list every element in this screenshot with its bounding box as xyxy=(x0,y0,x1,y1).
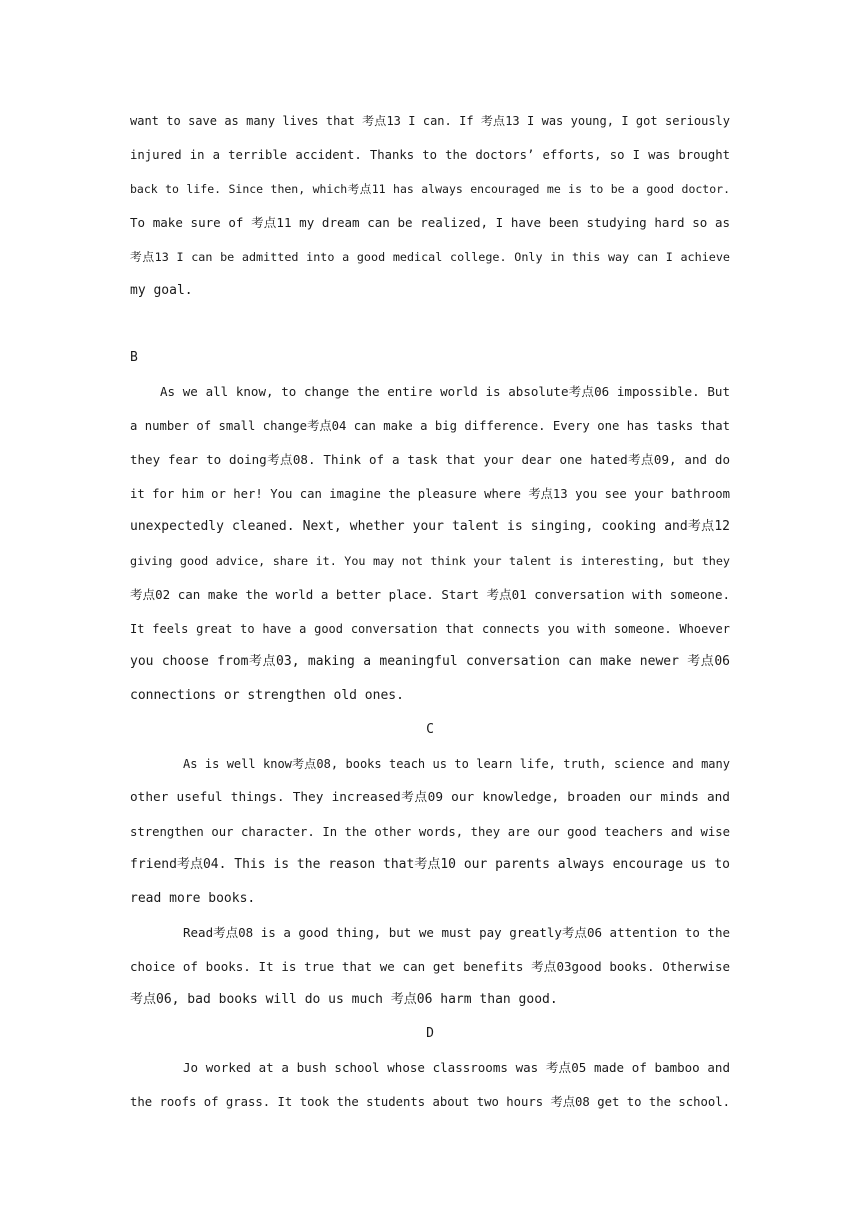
text-line: It feels great to have a good conversation that connects you with someone. Whoever xyxy=(130,622,730,636)
text-line: friend考点04. This is the reason that考点10 our parents always encourage us to xyxy=(130,857,730,872)
text-line: choice of books. It is true that we can get benefits 考点03good books. Otherwise xyxy=(130,959,730,974)
text-line: 考点02 can make the world a better place. Start 考点01 conversation with someone. xyxy=(130,587,730,602)
text-line: injured in a terrible accident. Thanks to the doctors’ efforts, so I was brought xyxy=(130,148,730,162)
text-line: the roofs of grass. It took the students about two hours 考点08 get to the school. xyxy=(130,1095,730,1109)
text-line: To make sure of 考点11 my dream can be realized, I have been studying hard so as xyxy=(130,215,730,230)
text-line: read more books. xyxy=(130,891,256,906)
section-heading-d: D xyxy=(426,1026,434,1041)
text-line: my goal. xyxy=(130,283,193,298)
text-line: 考点06, bad books will do us much 考点06 harm than good. xyxy=(130,992,558,1007)
text-line: Read考点08 is a good thing, but we must pay greatly考点06 attention to the xyxy=(183,925,730,940)
text-line: they fear to doing考点08. Think of a task that your dear one hated考点09, and do xyxy=(130,452,730,467)
section-heading-c: C xyxy=(426,722,434,737)
text-line: connections or strengthen old ones. xyxy=(130,688,404,703)
text-line: back to life. Since then, which考点11 has always encouraged me is to be a good doctor. xyxy=(130,182,730,196)
text-line: giving good advice, share it. You may not think your talent is interesting, but they xyxy=(130,554,730,568)
text-line: 考点13 I can be admitted into a good medical college. Only in this way can I achieve xyxy=(130,250,730,264)
text-line: As we all know, to change the entire world is absolute考点06 impossible. But xyxy=(160,384,730,399)
text-line: other useful things. They increased考点09 our knowledge, broaden our minds and xyxy=(130,790,730,805)
text-line: a number of small change考点04 can make a big difference. Every one has tasks that xyxy=(130,419,730,433)
text-line: you choose from考点03, making a meaningful conversation can make newer 考点06 xyxy=(130,654,730,669)
text-line: As is well know考点08, books teach us to learn life, truth, science and many xyxy=(183,757,730,771)
text-line: strengthen our character. In the other words, they are our good teachers and wise xyxy=(130,825,730,839)
text-line: Jo worked at a bush school whose classrooms was 考点05 made of bamboo and xyxy=(183,1060,730,1075)
text-line: want to save as many lives that 考点13 I can. If 考点13 I was young, I got seriously xyxy=(130,114,730,128)
text-line: unexpectedly cleaned. Next, whether your talent is singing, cooking and考点12 xyxy=(130,519,730,534)
section-heading-b: B xyxy=(130,350,138,365)
text-line: it for him or her! You can imagine the pleasure where 考点13 you see your bathroom xyxy=(130,487,730,501)
